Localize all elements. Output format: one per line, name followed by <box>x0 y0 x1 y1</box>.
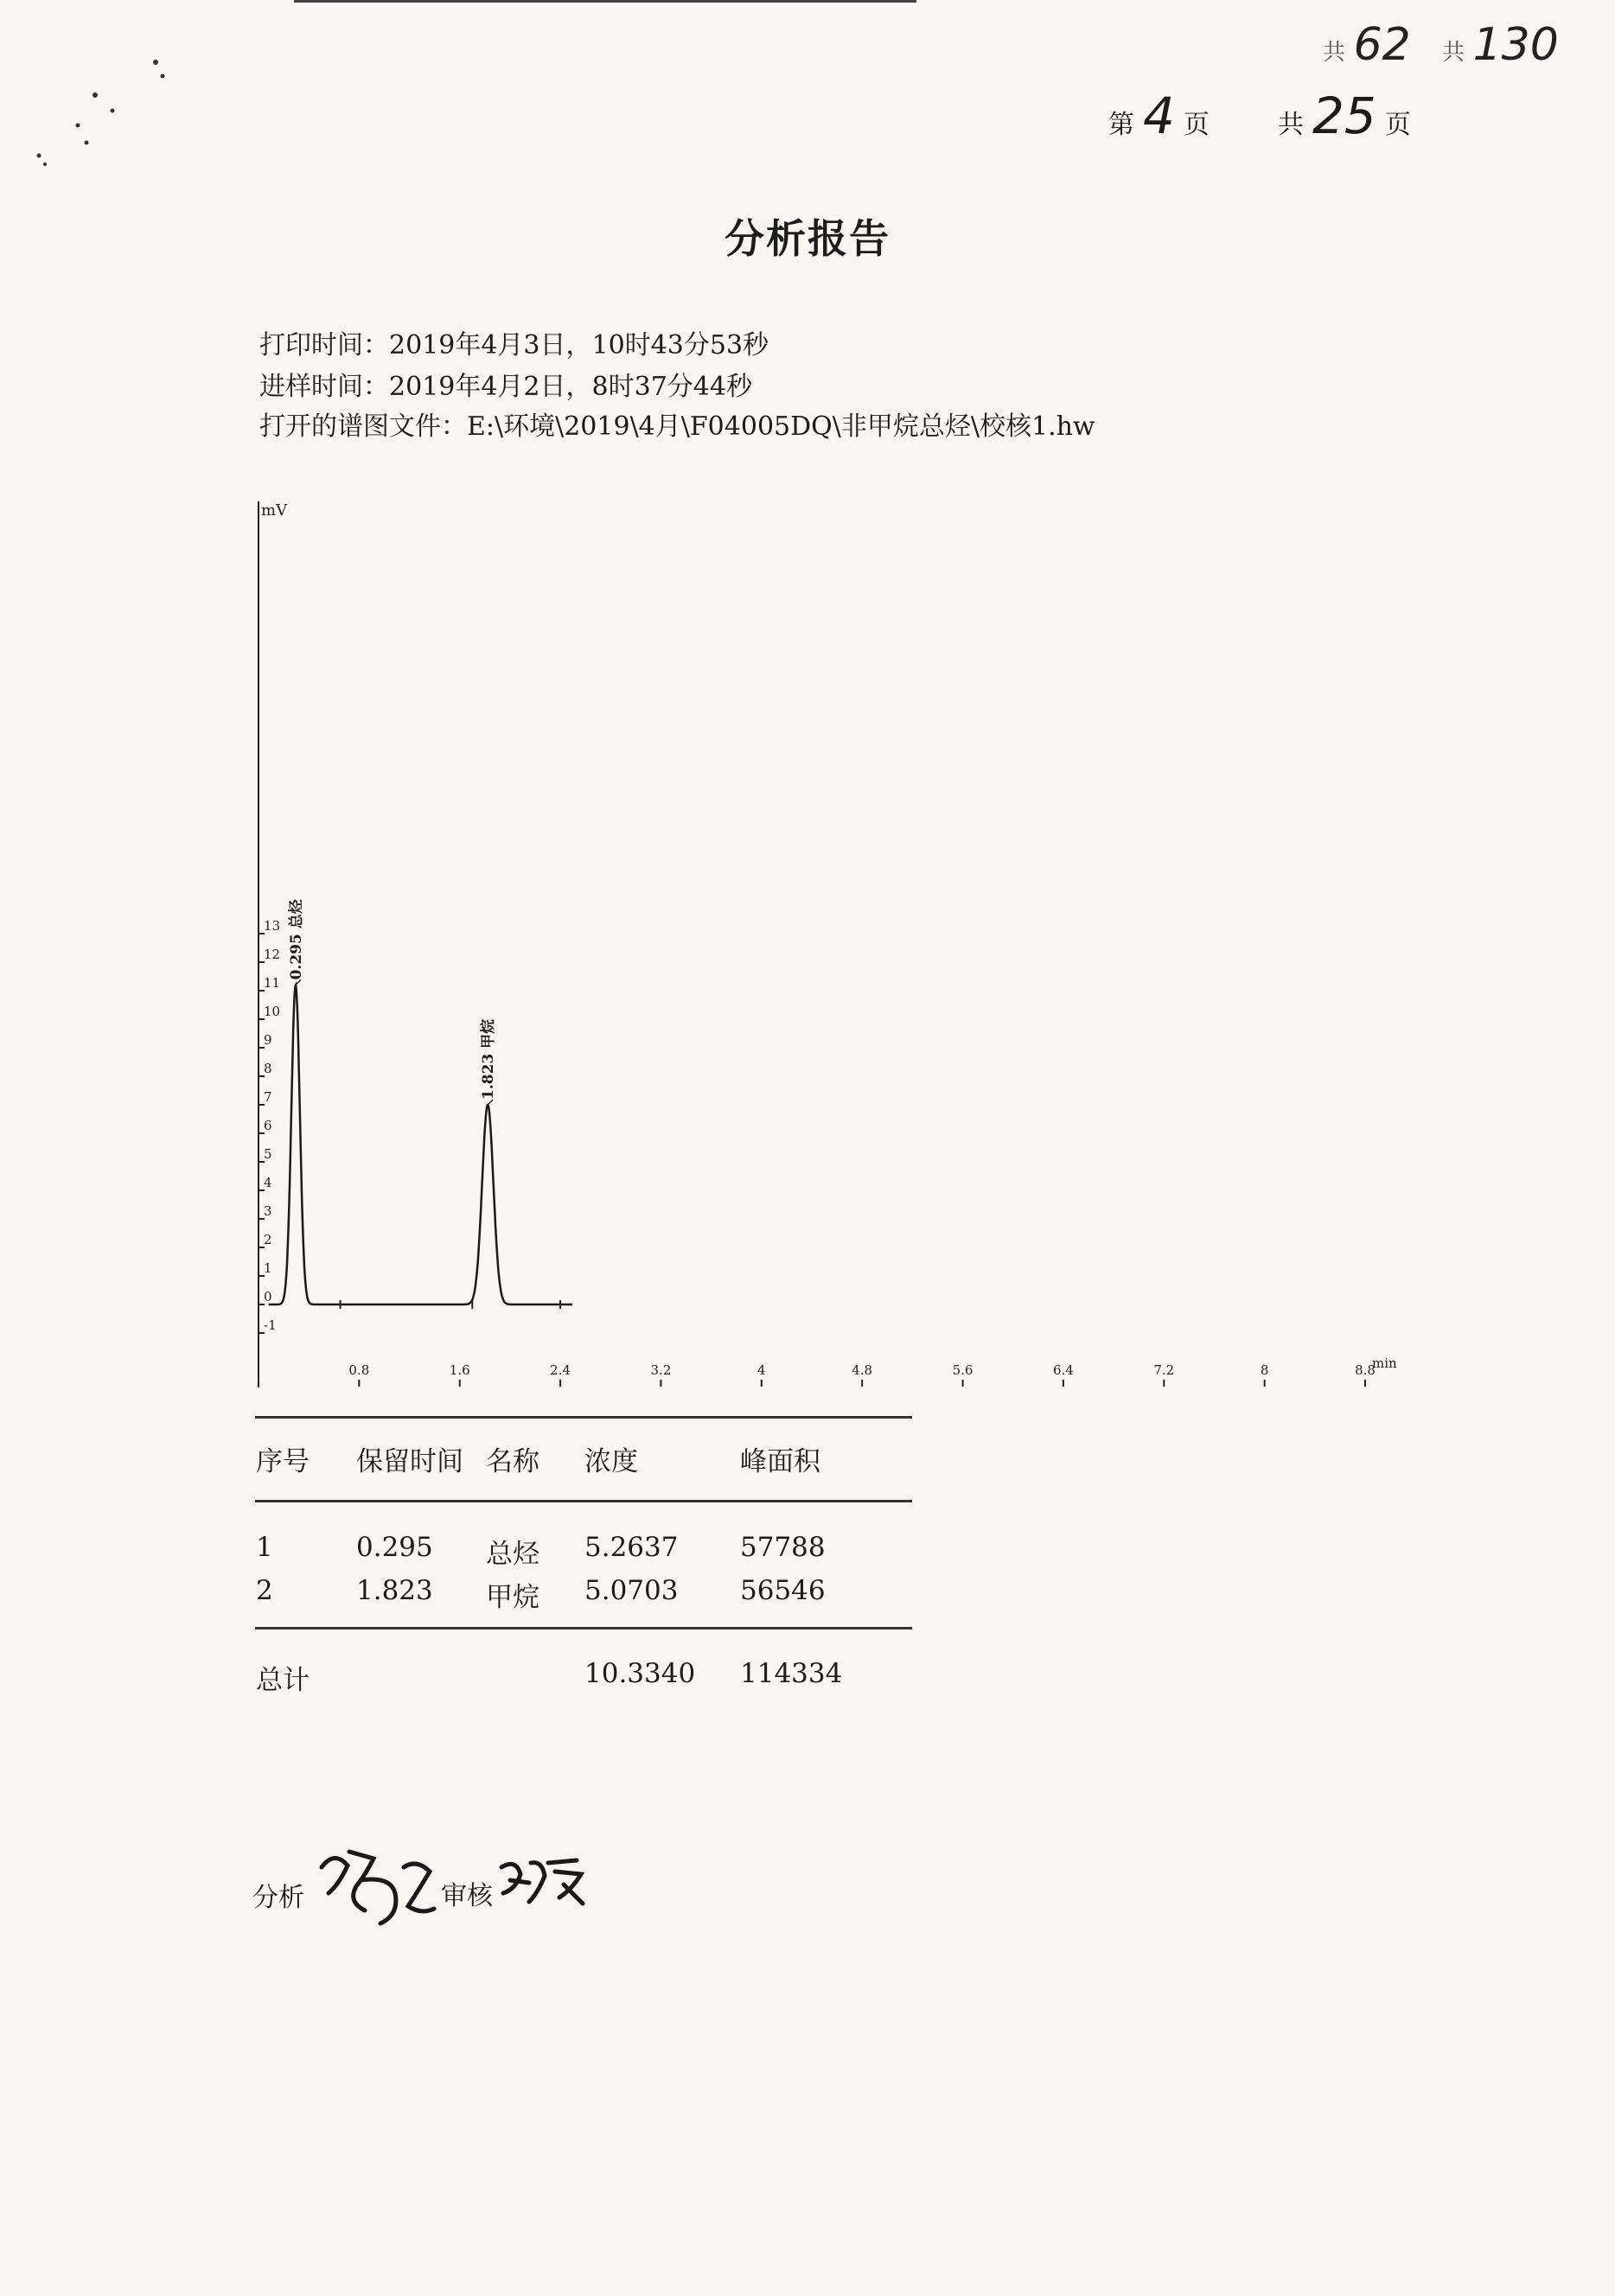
cell-retention-time: 0.295 <box>356 1532 433 1563</box>
total-page-number: 25 <box>1312 86 1376 145</box>
scan-top-edge-line <box>294 0 916 3</box>
table-top-rule <box>255 1416 912 1419</box>
x-tick-label: 5.6 <box>952 1362 973 1378</box>
y-tick-label: 10 <box>264 1004 281 1019</box>
analyst-label: 分析 <box>252 1883 304 1913</box>
total-prefix: 共 <box>1278 110 1304 140</box>
y-tick-label: 12 <box>264 947 281 962</box>
total-unit: 页 <box>1384 110 1411 140</box>
report-title: 分析报告 <box>725 215 890 262</box>
y-tick-label: 1 <box>264 1260 272 1276</box>
cell-peak-area: 57788 <box>740 1532 826 1563</box>
file-path: 打开的谱图文件：E:\环境\2019\4月\F04005DQ\非甲烷总烃\校核1.hw <box>259 411 1095 442</box>
reviewer-signature <box>495 1850 590 1919</box>
total-concentration: 10.3340 <box>584 1658 696 1689</box>
y-tick-label: 13 <box>264 918 281 934</box>
y-tick-label: 9 <box>264 1032 272 1048</box>
cell-index: 2 <box>256 1575 273 1606</box>
col-header-peak-area: 峰面积 <box>740 1446 820 1477</box>
current-page-number: 4 <box>1143 86 1175 145</box>
print-time: 打印时间：2019年4月3日，10时43分53秒 <box>259 330 769 360</box>
table-bottom-rule <box>255 1627 912 1630</box>
col-header-index: 序号 <box>256 1446 310 1477</box>
total-peak-area: 114334 <box>740 1658 843 1689</box>
corner-record-total: 共 130 <box>1442 19 1559 71</box>
cell-index: 1 <box>256 1532 273 1563</box>
cell-concentration: 5.2637 <box>584 1532 679 1563</box>
y-tick-label: 5 <box>264 1146 272 1162</box>
peak-label: 0.295 总烃 <box>287 899 305 980</box>
y-tick-label: 8 <box>264 1061 272 1076</box>
x-tick-label: 7.2 <box>1153 1362 1175 1378</box>
page-indicator <box>1108 86 1411 145</box>
col-header-concentration: 浓度 <box>584 1446 638 1477</box>
y-tick-label: 4 <box>264 1175 272 1190</box>
cell-name: 总烃 <box>486 1539 539 1570</box>
corner-record-number: 共 62 <box>1323 19 1411 71</box>
y-tick-label: 6 <box>264 1118 272 1133</box>
chromatogram-chart <box>242 484 1418 1400</box>
analyst-signature <box>313 1833 443 1936</box>
corner-number-right: 130 <box>1472 19 1559 71</box>
cell-retention-time: 1.823 <box>356 1575 433 1606</box>
x-tick-label: 2.4 <box>550 1362 571 1378</box>
x-tick-label: 3.2 <box>650 1362 672 1378</box>
y-tick-label: 3 <box>264 1203 272 1219</box>
corner-number-left: 62 <box>1353 19 1411 71</box>
x-axis-unit-label: min <box>1372 1355 1397 1371</box>
y-tick-label: 0 <box>264 1289 272 1304</box>
peak-label: 1.823 甲烷 <box>480 1018 498 1100</box>
y-tick-label: -1 <box>264 1317 277 1333</box>
x-tick-label: 0.8 <box>348 1362 370 1378</box>
y-tick-label: 2 <box>264 1232 272 1247</box>
page-prefix: 第 <box>1108 110 1134 140</box>
cell-name: 甲烷 <box>486 1582 539 1613</box>
x-tick-label: 4 <box>757 1362 766 1378</box>
cell-peak-area: 56546 <box>740 1575 826 1606</box>
table-header-rule <box>255 1500 912 1502</box>
col-header-name: 名称 <box>486 1446 539 1477</box>
y-tick-label: 11 <box>264 975 281 991</box>
x-tick-label: 8 <box>1260 1362 1269 1378</box>
col-header-retention-time: 保留时间 <box>356 1446 463 1477</box>
y-tick-label: 7 <box>264 1089 272 1105</box>
page-unit: 页 <box>1183 110 1210 140</box>
scan-speckle-marks <box>26 52 182 173</box>
x-tick-label: 4.8 <box>852 1362 873 1378</box>
reviewer-label: 审核 <box>441 1881 493 1911</box>
y-axis-unit-label: mV <box>261 501 288 520</box>
total-label: 总计 <box>256 1665 310 1696</box>
x-tick-label: 1.6 <box>449 1362 470 1378</box>
cell-concentration: 5.0703 <box>584 1575 679 1606</box>
inject-time: 进样时间：2019年4月2日，8时37分44秒 <box>259 372 752 402</box>
x-tick-label: 8.8 <box>1355 1362 1376 1378</box>
x-tick-label: 6.4 <box>1052 1362 1074 1378</box>
chromatogram-trace <box>269 985 572 1304</box>
